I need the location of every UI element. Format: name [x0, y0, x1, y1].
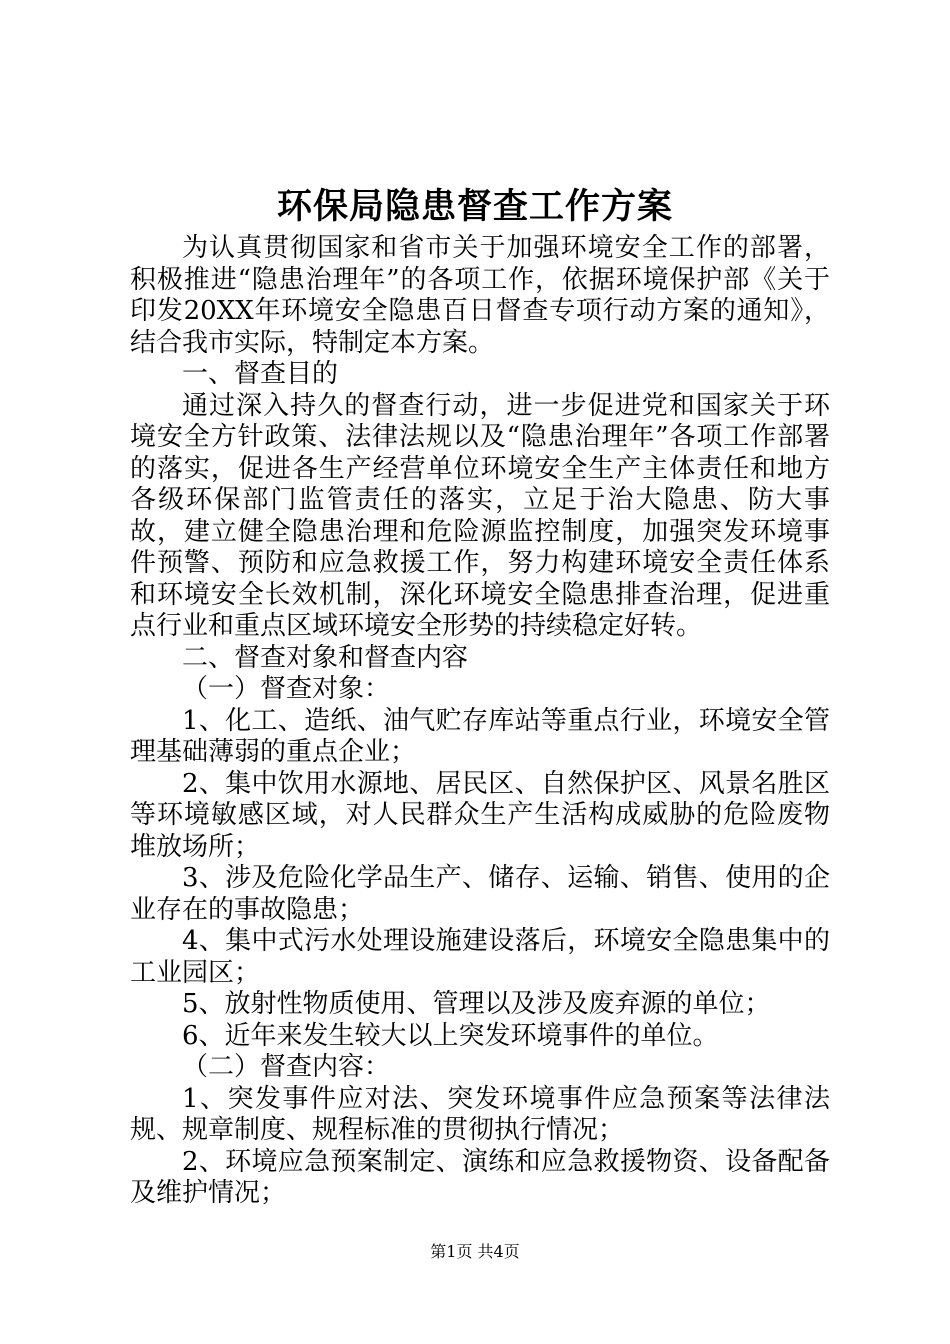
list-item-target-2: 2、集中饮用水源地、居民区、自然保护区、风景名胜区等环境敏感区域，对人民群众生产生活构成威胁的危险废物堆放场所； [130, 768, 830, 862]
page-footer: 第1页 共4页 [430, 1242, 520, 1261]
list-item-content-2: 2、环境应急预案制定、演练和应急救援物资、设备配备及维护情况； [130, 1146, 830, 1208]
subsection-heading-targets: （一）督查对象： [182, 674, 391, 704]
paragraph-purpose: 通过深入持久的督查行动，进一步促进党和国家关于环境安全方针政策、法律法规以及“隐患治理年”各项工作部署的落实，促进各生产经营单位环境安全生产主体责任和地方各级环保部门监管责任的落实，立足于治大隐患、防大事故，建立健全隐患治理和危险源监控制度，加强突发环境事件预警、预防和应急救援工作，努力构建环境安全责任体系和环境安全长效机制，深化环境安全隐患排查治理，促进重点行业和重点区域环境安全形势的持续稳定好转。 [130, 390, 830, 641]
paragraph-intro: 为认真贯彻国家和省市关于加强环境安全工作的部署，积极推进“隐患治理年”的各项工作，依据环境保护部《关于印发20XX年环境安全隐患百日督查专项行动方案的通知》，结合我市实际，特制定本方案。 [130, 233, 830, 358]
list-item-target-3: 3、涉及危险化学品生产、储存、运输、销售、使用的企业存在的事故隐患； [130, 863, 830, 925]
list-item-target-6: 6、近年来发生较大以上突发环境事件的单位。 [182, 1020, 719, 1051]
list-item-target-1: 1、化工、造纸、油气贮存库站等重点行业，环境安全管理基础薄弱的重点企业； [130, 705, 830, 767]
document-title: 环保局隐患督查工作方案 [276, 187, 673, 227]
document-body [130, 233, 830, 1210]
subsection-heading-content: （二）督查内容： [182, 1052, 391, 1082]
list-item-content-1: 1、突发事件应对法、突发环境事件应急预案等法律法规、规章制度、规程标准的贯彻执行情况； [130, 1083, 830, 1145]
list-item-target-4: 4、集中式污水处理设施建设落后，环境安全隐患集中的工业园区； [130, 926, 830, 988]
list-item-target-5: 5、放射性物质使用、管理以及涉及废弃源的单位； [182, 989, 771, 1019]
section-heading-targets-content: 二、督查对象和督查内容 [182, 642, 469, 673]
section-heading-purpose: 一、督查目的 [182, 359, 339, 389]
